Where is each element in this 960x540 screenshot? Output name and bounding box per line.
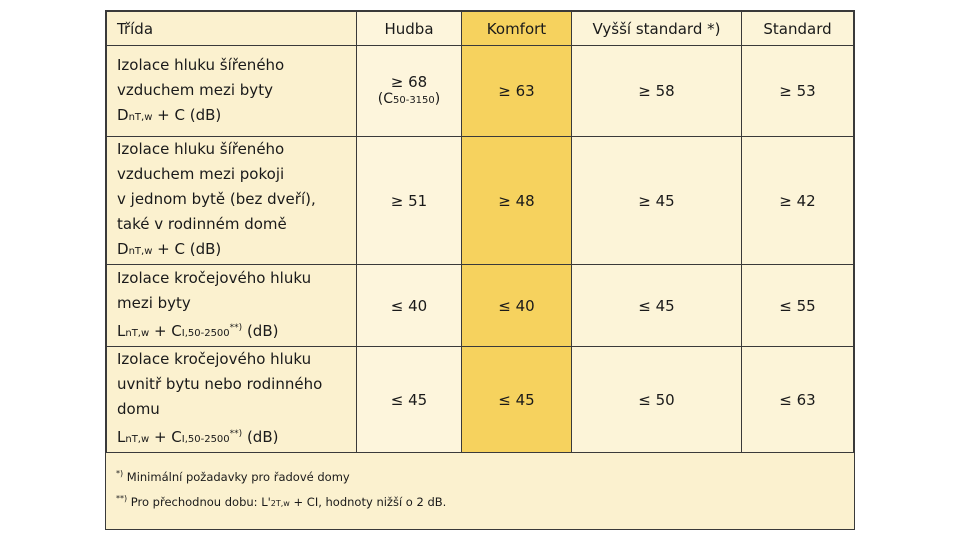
header-comfort: Komfort [462,12,572,46]
header-music: Hudba [357,12,462,46]
cell-standard: ≤ 55 [742,265,854,347]
row-label [107,46,357,137]
footnote-1: *) Minimální požadavky pro řadové domy [116,469,350,484]
footnotes [116,463,446,515]
cell-higher-standard: ≤ 50 [572,347,742,453]
cell-higher-standard: ≥ 58 [572,46,742,137]
label-line: vzduchem mezi pokoji [117,165,285,183]
sound-insulation-table [106,11,854,453]
cell-comfort: ≤ 40 [462,265,572,347]
formula: DnT,w + C (dB) [117,105,222,124]
table-row [107,137,854,265]
label-line: vzduchem mezi byty [117,80,273,99]
cell-standard: ≥ 42 [742,137,854,265]
cell-music: ≤ 40 [357,265,462,347]
label-line: Izolace kročejového hluku [117,350,312,368]
header-higher-standard: Vyšší standard *) [572,12,742,46]
music-note: (C50-3150) [377,91,441,107]
cell-higher-standard: ≤ 45 [572,265,742,347]
label-line: Izolace hluku šířeného [117,140,285,158]
cell-comfort: ≥ 63 [462,46,572,137]
footnote-2: **) Pro přechodnou dobu: L'2T,w + CI, hodnoty nižší o 2 dB. [116,493,447,509]
row-label [107,137,357,265]
label-line: mezi byty [117,293,191,312]
label-line: domu [117,400,160,418]
table-row [107,265,854,347]
label-line: v jednom bytě (bez dveří), [117,190,316,208]
label-line: Izolace kročejového hluku [117,268,312,287]
header-class: Třída [107,12,357,46]
cell-comfort: ≥ 48 [462,137,572,265]
label-line: Izolace hluku šířeného [117,55,285,74]
label-line: také v rodinném domě [117,215,287,233]
header-standard: Standard [742,12,854,46]
formula: LnT,w + CI,50-2500**) (dB) [117,428,279,446]
formula: DnT,w + C (dB) [117,240,222,258]
sound-insulation-table-frame [105,10,855,530]
cell-music: ≥ 68 (C50-3150) [357,46,462,137]
cell-comfort: ≤ 45 [462,347,572,453]
table-row [107,46,854,137]
row-label [107,347,357,453]
cell-standard: ≥ 53 [742,46,854,137]
formula: LnT,w + CI,50-2500**) (dB) [117,321,279,340]
row-label [107,265,357,347]
header-row [107,12,854,46]
cell-music: ≤ 45 [357,347,462,453]
cell-higher-standard: ≥ 45 [572,137,742,265]
label-line: uvnitř bytu nebo rodinného [117,375,323,393]
cell-music: ≥ 51 [357,137,462,265]
table-row [107,347,854,453]
cell-standard: ≤ 63 [742,347,854,453]
